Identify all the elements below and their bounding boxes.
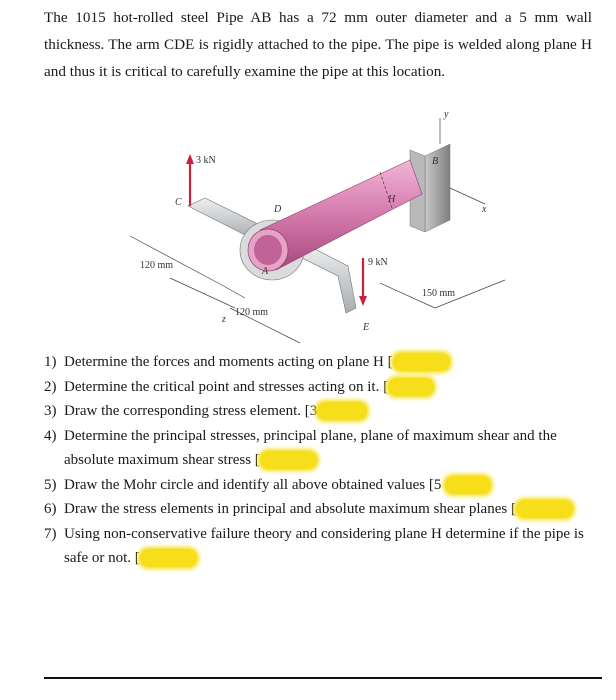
pipe-figure (110, 108, 510, 348)
highlight-mark: 7 points] (261, 452, 315, 468)
pipe-figure-svg (110, 108, 510, 348)
highlight-mark: points] (447, 476, 489, 493)
highlight-mark: 6 points] (394, 354, 448, 370)
point-label-b: B (432, 156, 439, 167)
question-item: 5) Draw the Mohr circle and identify all above obtained values [5 points] (44, 476, 489, 493)
highlight-mark: points] (319, 403, 365, 419)
dim-label-bottom: 120 mm (235, 307, 269, 318)
question-item: 2) Determine the critical point and stresses acting on it. [ points] (44, 378, 432, 395)
question-item: 3) Draw the corresponding stress element. [3 points] (44, 403, 365, 419)
question-item: 7) Using non-conservative failure theory and considering plane H determine if the pipe is safe or not. [ 5 points] (44, 525, 584, 566)
force-label-c: 3 kN (196, 155, 216, 166)
question-list (44, 350, 604, 571)
dim-label-left: 120 mm (140, 260, 174, 271)
force-arrow-e (359, 258, 367, 306)
question-item: 4) Determine the principal stresses, principal plane, plane of maximum shear and the absolute maximum shear stress [ 7 points] (44, 427, 557, 468)
highlight-mark: 5 points] (517, 501, 571, 517)
axis-label-y: y (444, 109, 449, 120)
plane-label-h: H (388, 194, 396, 205)
question-item: 6) Draw the stress elements in principal and absolute maximum shear planes [ 5 points] (44, 501, 571, 517)
point-label-e: E (363, 322, 370, 333)
force-arrow-c (186, 154, 194, 206)
point-label-c: C (175, 197, 182, 208)
point-label-d: D (274, 204, 282, 215)
dim-label-right: 150 mm (422, 288, 456, 299)
axis-label-z: z (222, 314, 226, 325)
problem-text: The 1015 hot-rolled steel Pipe AB has a 72 mm outer diameter and a 5 mm wall thickness. The arm CDE is rigidly attached to the pipe. The pipe is welded along plane H and thus it is critical to carefully examine the pipe at this location. (44, 9, 592, 80)
pipe-ab (248, 160, 422, 271)
force-label-e: 9 kN (368, 257, 388, 268)
highlight-mark: points] (390, 378, 432, 395)
bottom-rule (44, 677, 602, 679)
highlight-mark: 5 points] (141, 550, 195, 566)
problem-statement (44, 4, 592, 85)
axis-label-x: x (482, 204, 487, 215)
point-label-a: A (262, 266, 269, 277)
question-item: 1) Determine the forces and moments acting on plane H [ 6 points] (44, 354, 448, 370)
